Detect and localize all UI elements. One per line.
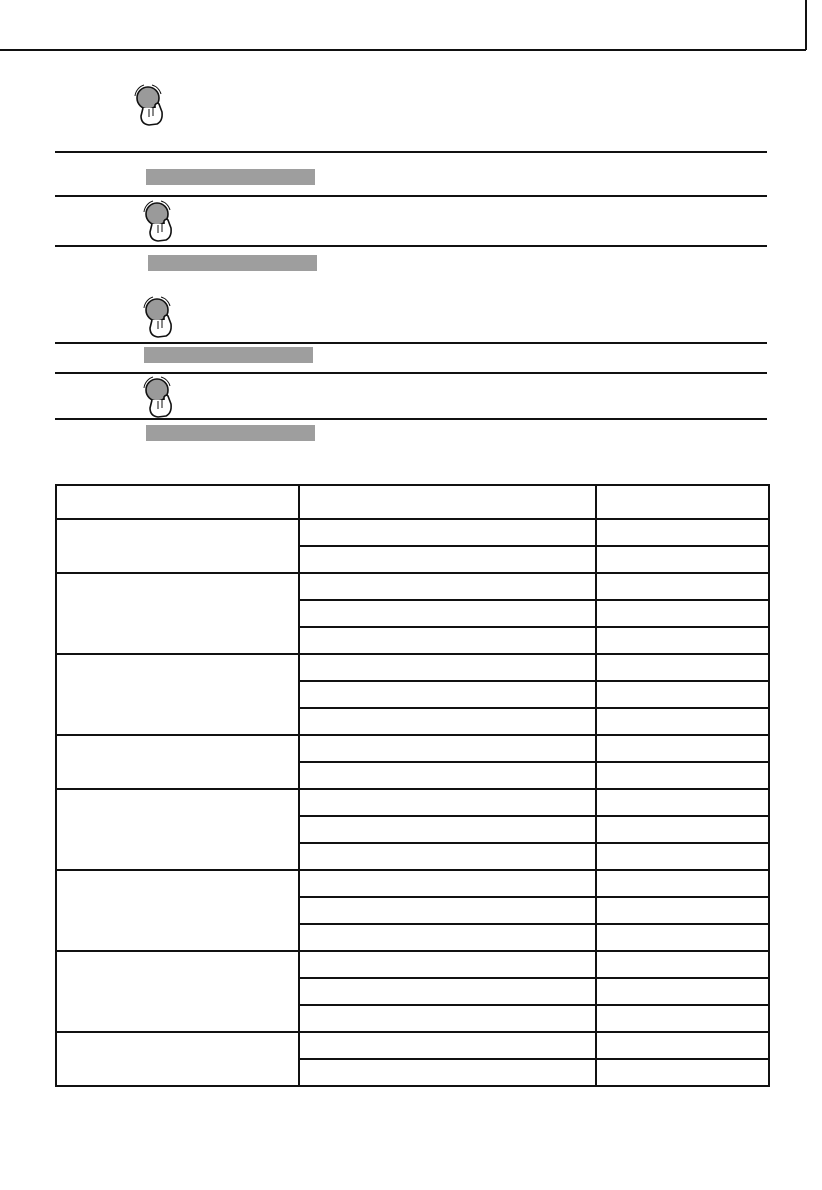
settings-table	[55, 484, 770, 1087]
table-row	[56, 870, 769, 897]
crop-mark-vertical	[805, 0, 807, 50]
knob-hand-icon	[131, 82, 171, 128]
setting-cell	[299, 546, 596, 573]
value-cell	[596, 708, 769, 735]
display-bar	[148, 255, 317, 271]
setting-cell	[299, 924, 596, 951]
setting-cell	[299, 762, 596, 789]
group-cell	[56, 951, 299, 1032]
setting-cell	[299, 978, 596, 1005]
group-cell	[56, 573, 299, 654]
table-row	[56, 519, 769, 546]
group-cell	[56, 870, 299, 951]
value-cell	[596, 897, 769, 924]
knob-hand-icon	[140, 294, 180, 340]
value-cell	[596, 600, 769, 627]
knob-hand-icon	[140, 198, 180, 244]
group-cell	[56, 789, 299, 870]
section-rule	[55, 342, 767, 344]
value-cell	[596, 519, 769, 546]
section-rule	[55, 151, 767, 153]
knob-hand-icon	[140, 374, 180, 420]
setting-cell	[299, 1005, 596, 1032]
value-cell	[596, 546, 769, 573]
setting-cell	[299, 600, 596, 627]
value-cell	[596, 681, 769, 708]
group-cell	[56, 654, 299, 735]
value-cell	[596, 627, 769, 654]
setting-cell	[299, 627, 596, 654]
header-cell	[56, 485, 299, 519]
table-row	[56, 573, 769, 600]
setting-cell	[299, 789, 596, 816]
value-cell	[596, 1005, 769, 1032]
header-cell	[596, 485, 769, 519]
setting-cell	[299, 843, 596, 870]
value-cell	[596, 978, 769, 1005]
setting-cell	[299, 951, 596, 978]
value-cell	[596, 762, 769, 789]
display-bar	[144, 347, 313, 363]
value-cell	[596, 816, 769, 843]
setting-cell	[299, 1059, 596, 1086]
table-row	[56, 1032, 769, 1059]
crop-mark-horizontal	[0, 49, 806, 51]
value-cell	[596, 951, 769, 978]
table-row	[56, 951, 769, 978]
header-cell	[299, 485, 596, 519]
setting-cell	[299, 708, 596, 735]
group-cell	[56, 735, 299, 789]
settings-table-body	[56, 485, 769, 1086]
setting-cell	[299, 519, 596, 546]
value-cell	[596, 654, 769, 681]
value-cell	[596, 735, 769, 762]
section-rule	[55, 195, 767, 197]
setting-cell	[299, 681, 596, 708]
setting-cell	[299, 897, 596, 924]
setting-cell	[299, 1032, 596, 1059]
table-row	[56, 789, 769, 816]
value-cell	[596, 843, 769, 870]
value-cell	[596, 573, 769, 600]
setting-cell	[299, 654, 596, 681]
value-cell	[596, 1032, 769, 1059]
display-bar	[146, 169, 315, 185]
display-bar	[146, 425, 315, 441]
value-cell	[596, 924, 769, 951]
table-row	[56, 735, 769, 762]
setting-cell	[299, 735, 596, 762]
setting-cell	[299, 870, 596, 897]
group-cell	[56, 1032, 299, 1086]
table-header-row	[56, 485, 769, 519]
setting-cell	[299, 816, 596, 843]
value-cell	[596, 870, 769, 897]
value-cell	[596, 789, 769, 816]
table-row	[56, 654, 769, 681]
value-cell	[596, 1059, 769, 1086]
section-rule	[55, 245, 767, 247]
setting-cell	[299, 573, 596, 600]
section-rule	[55, 418, 767, 420]
group-cell	[56, 519, 299, 573]
